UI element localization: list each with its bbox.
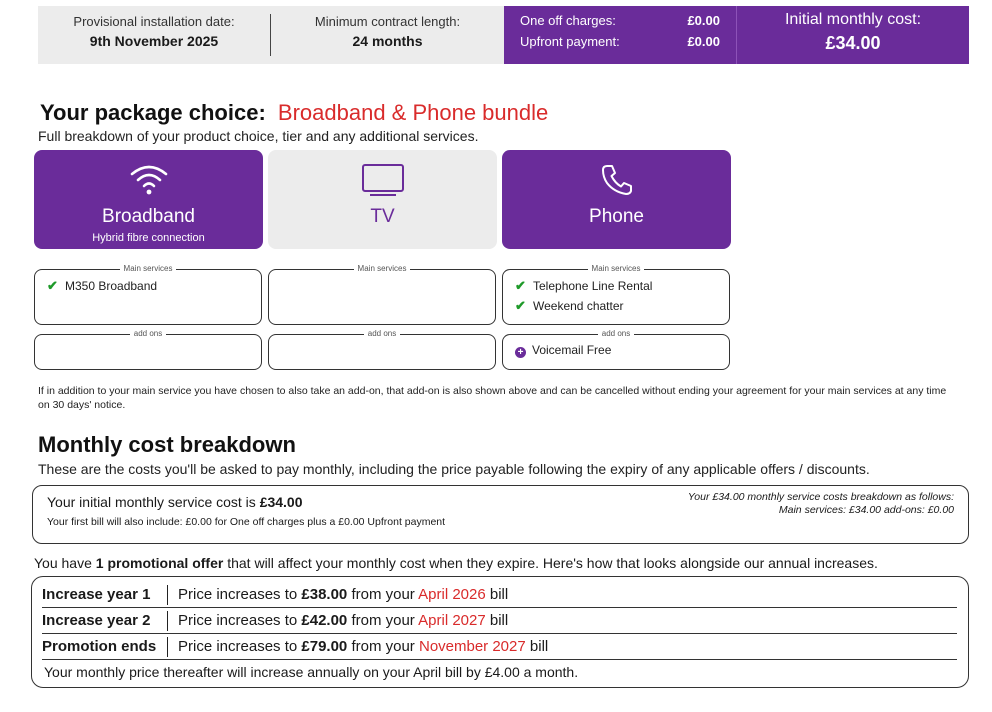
monthly-cost-subtitle: These are the costs you'll be asked to pay monthly, including the price payable following the expiry of any applicable offers / discounts. xyxy=(38,461,870,477)
main-services-label: Main services xyxy=(354,264,411,273)
bundle-name: Broadband & Phone bundle xyxy=(277,100,549,125)
initial-cost-line xyxy=(47,494,303,510)
initial-cost-amount: £34.00 xyxy=(259,494,303,510)
order-summary-bar xyxy=(38,6,968,64)
plus-circle-icon: + xyxy=(515,347,526,358)
one-off-charges-row xyxy=(520,13,720,28)
upfront-payment-row xyxy=(520,34,720,49)
check-icon: ✔ xyxy=(515,278,526,293)
charges-panel xyxy=(504,6,736,64)
initial-monthly-cost-panel xyxy=(736,6,969,64)
phone-tile-name: Phone xyxy=(589,206,644,227)
increase-text xyxy=(178,612,508,629)
increase-month: November 2027 xyxy=(418,638,526,655)
increase-text xyxy=(178,638,548,655)
price-increase-row xyxy=(42,609,957,634)
installation-date-cell xyxy=(38,6,270,64)
increase-suffix: bill xyxy=(489,586,509,603)
check-icon: ✔ xyxy=(515,298,526,313)
service-item xyxy=(515,278,652,294)
installation-date-value: 9th November 2025 xyxy=(89,33,219,49)
cost-split-line-1: Your £34.00 monthly service costs breakdown as follows: xyxy=(687,491,954,503)
initial-cost-box xyxy=(32,485,969,544)
phone-main-services-box xyxy=(502,264,730,325)
increase-mid: from your xyxy=(351,612,415,629)
monthly-cost-heading: Monthly cost breakdown xyxy=(38,432,296,457)
one-off-charges-label: One off charges: xyxy=(520,13,616,28)
addon-item xyxy=(515,343,611,358)
contract-length-cell xyxy=(271,6,504,64)
main-services-label: Main services xyxy=(120,264,177,273)
upfront-payment-value: £0.00 xyxy=(687,34,720,49)
service-item-label: Telephone Line Rental xyxy=(533,279,653,293)
increase-label: Increase year 2 xyxy=(42,612,151,629)
increase-month: April 2027 xyxy=(418,612,486,629)
package-choice-heading xyxy=(40,100,548,126)
annual-increase-note: Your monthly price thereafter will increase annually on your April bill by £4.00 a month. xyxy=(44,664,579,680)
installation-date-label: Provisional installation date: xyxy=(73,14,235,29)
promo-intro xyxy=(34,555,878,571)
tv-tile[interactable] xyxy=(268,150,497,249)
promo-count: 1 promotional offer xyxy=(95,555,224,571)
package-choice-title: Your package choice: xyxy=(40,100,266,125)
service-item xyxy=(515,298,624,314)
initial-monthly-cost-value: £34.00 xyxy=(825,33,881,53)
wifi-icon xyxy=(34,162,263,198)
broadband-tile-note: Hybrid fibre connection xyxy=(92,232,205,244)
increase-month: April 2026 xyxy=(418,586,486,603)
broadband-addons-box xyxy=(34,329,262,370)
cost-split-note xyxy=(688,491,954,517)
addons-label: add ons xyxy=(364,329,400,338)
increase-prefix: Price increases to xyxy=(178,638,298,655)
addons-label: add ons xyxy=(130,329,166,338)
increase-prefix: Price increases to xyxy=(178,612,298,629)
increase-amount: £42.00 xyxy=(301,612,348,629)
initial-cost-text: Your initial monthly service cost is xyxy=(47,494,256,510)
increase-label: Increase year 1 xyxy=(42,586,151,603)
tv-main-services-box xyxy=(268,264,496,325)
promo-intro-end: that will affect your monthly cost when they expire. Here's how that looks alongside our annual increases. xyxy=(227,555,878,571)
phone-icon xyxy=(502,162,731,198)
upfront-payment-label: Upfront payment: xyxy=(520,34,620,49)
increase-prefix: Price increases to xyxy=(178,586,298,603)
row-divider xyxy=(167,611,168,631)
addon-item-label: Voicemail Free xyxy=(532,343,612,357)
increase-label: Promotion ends xyxy=(42,638,157,655)
promo-intro-start: You have xyxy=(34,555,92,571)
price-increase-row xyxy=(42,583,957,608)
service-item-label: M350 Broadband xyxy=(65,279,158,293)
row-divider xyxy=(167,585,168,605)
tv-icon xyxy=(268,162,497,198)
package-choice-subtitle: Full breakdown of your product choice, tier and any additional services. xyxy=(38,128,479,144)
addons-label: add ons xyxy=(598,329,634,338)
first-bill-note: Your first bill will also include: £0.00 for One off charges plus a £0.00 Upfront payment xyxy=(47,516,446,528)
tv-addons-box xyxy=(268,329,496,370)
broadband-tile[interactable] xyxy=(34,150,263,249)
contract-length-value: 24 months xyxy=(352,33,423,49)
increase-suffix: bill xyxy=(529,638,549,655)
service-item-label: Weekend chatter xyxy=(533,299,624,313)
increase-text xyxy=(178,586,508,603)
phone-tile[interactable] xyxy=(502,150,731,249)
check-icon: ✔ xyxy=(47,278,58,293)
increase-amount: £79.00 xyxy=(301,638,348,655)
tv-tile-name: TV xyxy=(370,206,395,227)
initial-monthly-cost-label: Initial monthly cost: xyxy=(784,11,922,28)
cost-split-line-2: Main services: £34.00 add-ons: £0.00 xyxy=(778,504,954,516)
one-off-charges-value: £0.00 xyxy=(687,13,720,28)
price-increase-row xyxy=(42,635,957,660)
phone-addons-box xyxy=(502,329,730,370)
broadband-main-services-box xyxy=(34,264,262,325)
broadband-tile-name: Broadband xyxy=(102,206,195,227)
contract-length-label: Minimum contract length: xyxy=(314,14,461,29)
price-increase-box xyxy=(31,576,969,688)
increase-amount: £38.00 xyxy=(301,586,348,603)
increase-mid: from your xyxy=(351,638,415,655)
main-services-label: Main services xyxy=(588,264,645,273)
increase-mid: from your xyxy=(351,586,415,603)
increase-suffix: bill xyxy=(489,612,509,629)
row-divider xyxy=(167,637,168,657)
addons-footnote: If in addition to your main service you have chosen to also take an add-on, that add-on is also shown above and can be cancelled without ending your agreement for your main services at any time on 30 days' notice. xyxy=(38,385,947,411)
service-item xyxy=(47,278,157,294)
